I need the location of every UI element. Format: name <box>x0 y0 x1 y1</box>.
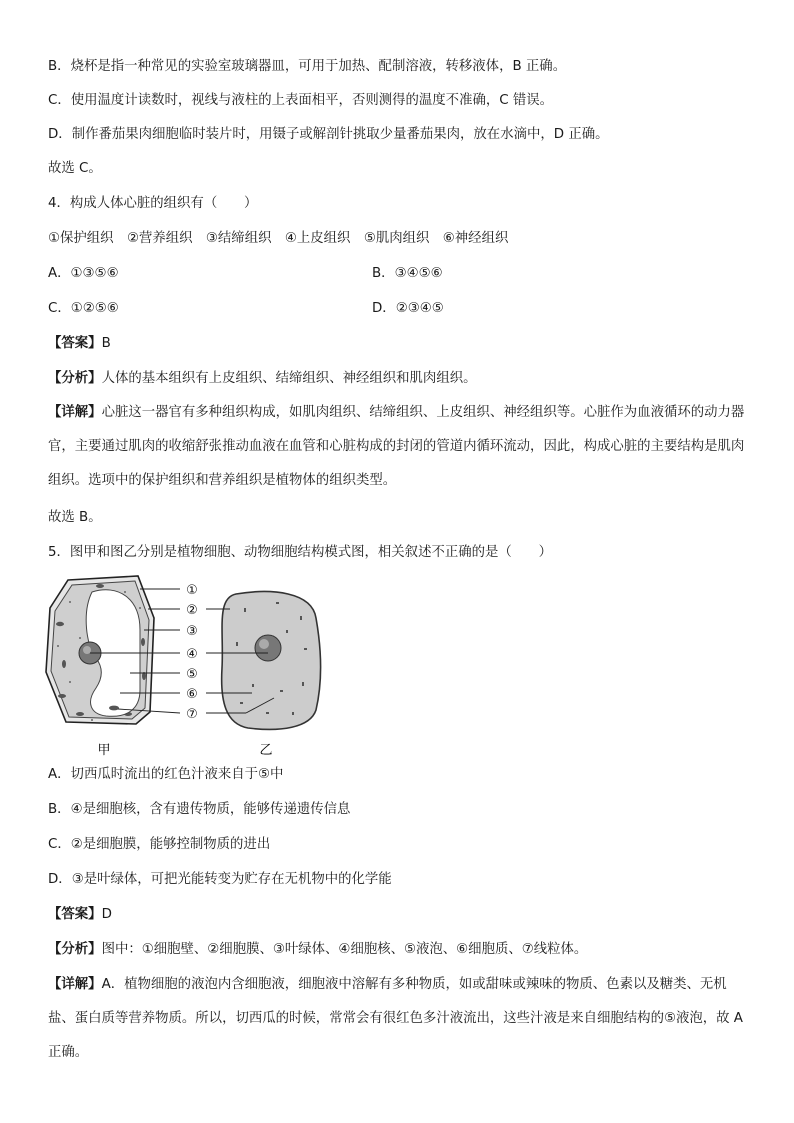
q4-answer <box>48 334 111 354</box>
answer-value: B <box>101 336 111 351</box>
analysis-text: 图中：①细胞壁、②细胞膜、③叶绿体、④细胞核、⑤液泡、⑥细胞质、⑦线粒体。 <box>101 942 588 957</box>
answer-tag: 【答案】 <box>48 336 102 351</box>
q5-option-b: B．④是细胞核，含有遗传物质，能够传递遗传信息 <box>48 802 351 817</box>
label-3: ③ <box>186 624 198 639</box>
figure-labels <box>186 583 198 722</box>
q5-option-d: D．③是叶绿体，可把光能转变为贮存在无机物中的化学能 <box>48 872 392 887</box>
label-1: ① <box>186 583 198 598</box>
analysis-tag: 【分析】 <box>48 371 102 386</box>
analysis-tag: 【分析】 <box>48 942 102 957</box>
label-6: ⑥ <box>186 687 198 702</box>
q3-option-c-explanation: C．使用温度计读数时，视线与液柱的上表面相平，否则测得的温度不准确，C 错误。 <box>48 93 554 108</box>
plant-mitochondrion <box>109 706 119 711</box>
q5-answer <box>48 905 112 925</box>
q3-option-b-explanation: B．烧杯是指一种常见的实验室玻璃器皿，可用于加热、配制溶液，转移液体，B 正确。 <box>48 59 567 74</box>
label-5: ⑤ <box>186 667 198 682</box>
caption-plant: 甲 <box>97 743 111 758</box>
answer-value: D <box>101 907 112 922</box>
q4-detail <box>48 396 748 498</box>
animal-nucleus <box>255 635 281 661</box>
q5-detail <box>48 968 748 1070</box>
q5-stem: 5．图甲和图乙分别是植物细胞、动物细胞结构模式图，相关叙述不正确的是（ ） <box>48 545 552 560</box>
answer-tag: 【答案】 <box>48 907 102 922</box>
analysis-text: 人体的基本组织有上皮组织、结缔组织、神经组织和肌肉组织。 <box>101 371 477 386</box>
q4-option-a: A．①③⑤⑥ <box>48 266 119 281</box>
q4-option-d: D．②③④⑤ <box>372 301 444 316</box>
label-7: ⑦ <box>186 707 198 722</box>
label-2: ② <box>186 603 198 618</box>
q4-stem: 4．构成人体心脏的组织有（ ） <box>48 196 258 211</box>
q5-option-a: A．切西瓜时流出的红色汁液来自于⑤中 <box>48 767 284 782</box>
q3-option-d-explanation: D．制作番茄果肉细胞临时装片时，用镊子或解剖针挑取少量番茄果肉，放在水滴中，D 正确。 <box>48 127 609 142</box>
q4-option-b: B．③④⑤⑥ <box>372 266 443 281</box>
q5-analysis <box>48 940 587 960</box>
detail-tag: 【详解】 <box>48 405 102 420</box>
cell-structure-figure <box>40 572 340 762</box>
detail-text: A．植物细胞的液泡内含细胞液，细胞液中溶解有多种物质，如或甜味或辣味的物质、色素以及糖类、无机盐、蛋白质等营养物质。所以，切西瓜的时候，常常会有很红色多汁液流出，这些汁液是来自细胞结构的⑤液泡，故 A 正确。 <box>48 977 743 1060</box>
q4-items: ①保护组织 ②营养组织 ③结缔组织 ④上皮组织 ⑤肌肉组织 ⑥神经组织 <box>48 231 509 246</box>
q4-choose: 故选 B。 <box>48 510 102 525</box>
q4-option-c: C．①②⑤⑥ <box>48 301 119 316</box>
detail-tag: 【详解】 <box>48 977 102 992</box>
caption-animal: 乙 <box>259 743 273 758</box>
q4-analysis <box>48 369 477 389</box>
label-4: ④ <box>186 647 198 662</box>
q5-option-c: C．②是细胞膜，能够控制物质的进出 <box>48 837 271 852</box>
detail-text: 心脏这一器官有多种组织构成，如肌肉组织、结缔组织、上皮组织、神经组织等。心脏作为血液循环的动力器官，主要通过肌肉的收缩舒张推动血液在血管和心脏构成的封闭的管道内循环流动，因此，构成心脏的主要结构是肌肉组织。选项中的保护组织和营养组织是植物体的组织类型。 <box>48 405 745 488</box>
q3-choose: 故选 C。 <box>48 161 102 176</box>
